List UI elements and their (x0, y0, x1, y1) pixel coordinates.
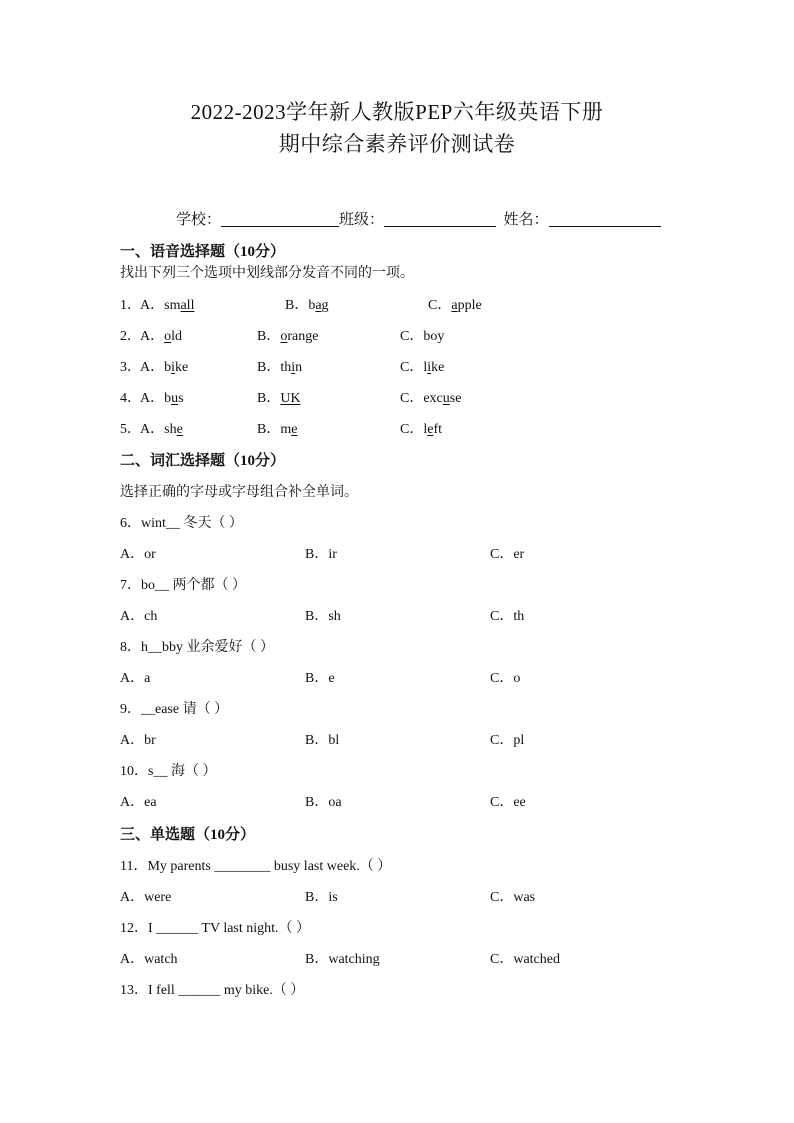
vocab-option[interactable]: B．bl (305, 733, 340, 748)
underlined-part: e (176, 422, 183, 437)
underlined-part: UK (280, 391, 301, 406)
mc-question: 11．My parents ________ busy last week.（ ） (120, 859, 392, 874)
student-info-row (176, 208, 661, 229)
vocab-option[interactable]: A．or (120, 547, 156, 562)
option-text: s (178, 391, 184, 406)
phonics-question-number: 3． (120, 360, 141, 375)
underlined-part: o (164, 329, 172, 344)
option-text: A． (140, 360, 165, 375)
option-text: A． (140, 329, 165, 344)
vocab-option[interactable]: A．br (120, 733, 156, 748)
section-instruction-vocab: 选择正确的字母或字母组合补全单词。 (120, 485, 358, 500)
vocab-option[interactable]: A．ch (120, 609, 158, 624)
phonics-option[interactable] (400, 418, 442, 438)
option-text: l (423, 360, 428, 375)
phonics-option[interactable] (428, 294, 482, 314)
option-text: boy (423, 329, 445, 344)
phonics-option[interactable] (257, 387, 301, 407)
option-text: l (423, 422, 428, 437)
name-label: 姓名： (503, 212, 549, 228)
phonics-option[interactable] (400, 325, 444, 345)
vocab-option[interactable]: B．e (305, 671, 335, 686)
section-heading-vocab: 二、词汇选择题（10分） (120, 453, 286, 469)
phonics-question-number: 1． (120, 298, 141, 313)
phonics-question-number: 2． (120, 329, 141, 344)
class-blank[interactable] (384, 226, 496, 227)
name-blank[interactable] (549, 226, 661, 227)
mc-option[interactable]: C．watched (490, 952, 560, 967)
option-text: A． (140, 298, 165, 313)
phonics-option[interactable] (257, 325, 318, 345)
option-text: sm (164, 298, 181, 313)
vocab-option[interactable]: B．ir (305, 547, 337, 562)
option-text: C． (428, 298, 452, 313)
option-text: B． (257, 422, 281, 437)
vocab-option[interactable]: B．sh (305, 609, 341, 624)
option-text: n (295, 360, 303, 375)
school-label: 学校： (176, 212, 222, 228)
phonics-option[interactable] (140, 325, 182, 345)
phonics-question-number: 5． (120, 422, 141, 437)
option-text: C． (400, 329, 424, 344)
phonics-option[interactable] (285, 294, 329, 314)
option-text: b (164, 360, 172, 375)
option-text: ke (431, 360, 445, 375)
phonics-option[interactable] (140, 356, 188, 376)
vocab-option[interactable]: C．ee (490, 795, 526, 810)
class-label: 班级： (339, 212, 385, 228)
phonics-option[interactable] (257, 418, 297, 438)
section-heading-mc: 三、单选题（10分） (120, 827, 256, 843)
mc-option[interactable]: A．watch (120, 952, 178, 967)
underlined-part: i (427, 360, 432, 375)
underlined-part: e (291, 422, 298, 437)
option-text: sh (164, 422, 177, 437)
option-text: B． (285, 298, 309, 313)
underlined-part: all (180, 298, 195, 313)
vocab-option[interactable]: C．pl (490, 733, 525, 748)
vocab-option[interactable]: A．ea (120, 795, 157, 810)
phonics-option[interactable] (400, 387, 461, 407)
page-title-line2: 期中综合素养评价测试卷 (278, 132, 516, 156)
option-text: B． (257, 360, 281, 375)
section-heading-phonics: 一、语音选择题（10分） (120, 244, 286, 260)
option-text: ld (171, 329, 183, 344)
option-text: A． (140, 391, 165, 406)
option-text: pple (457, 298, 482, 313)
underlined-part: i (171, 360, 176, 375)
vocab-option[interactable]: B．oa (305, 795, 342, 810)
mc-option[interactable]: C．was (490, 890, 536, 905)
option-text: B． (257, 329, 281, 344)
phonics-option[interactable] (140, 418, 183, 438)
vocab-question: 8．h__bby 业余爱好（ ） (120, 640, 274, 655)
vocab-option[interactable]: C．er (490, 547, 525, 562)
underlined-part: ag (315, 298, 329, 313)
vocab-option[interactable]: C．o (490, 671, 521, 686)
option-text: ft (433, 422, 443, 437)
phonics-option[interactable] (400, 356, 444, 376)
underlined-part: u (171, 391, 179, 406)
vocab-question: 10．s__ 海（ ） (120, 764, 217, 779)
vocab-option[interactable]: C．th (490, 609, 525, 624)
phonics-question-number: 4． (120, 391, 141, 406)
phonics-option[interactable] (257, 356, 302, 376)
option-text: b (164, 391, 172, 406)
vocab-question: 9．__ease 请（ ） (120, 702, 229, 717)
option-text: ke (175, 360, 189, 375)
school-blank[interactable] (221, 226, 339, 227)
option-text: range (287, 329, 319, 344)
option-text: se (449, 391, 462, 406)
option-text: B． (257, 391, 281, 406)
vocab-question: 6．wint__ 冬天（ ） (120, 516, 243, 531)
vocab-question: 7．bo__ 两个都（ ） (120, 578, 246, 593)
option-text: A． (140, 422, 165, 437)
underlined-part: o (280, 329, 288, 344)
option-text: C． (400, 422, 424, 437)
mc-option[interactable]: B．watching (305, 952, 380, 967)
option-text: exc (423, 391, 443, 406)
option-text: b (308, 298, 316, 313)
phonics-option[interactable] (140, 387, 184, 407)
phonics-option[interactable] (140, 294, 194, 314)
option-text: th (280, 360, 292, 375)
mc-option[interactable]: B．is (305, 890, 338, 905)
option-text: m (280, 422, 292, 437)
option-text: C． (400, 391, 424, 406)
underlined-part: e (427, 422, 434, 437)
underlined-part: u (442, 391, 450, 406)
underlined-part: a (451, 298, 458, 313)
mc-question: 12．I ______ TV last night.（ ） (120, 921, 311, 936)
mc-question: 13．I fell ______ my bike.（ ） (120, 983, 305, 998)
underlined-part: i (291, 360, 296, 375)
option-text: C． (400, 360, 424, 375)
vocab-option[interactable]: A．a (120, 671, 151, 686)
section-instruction-phonics: 找出下列三个选项中划线部分发音不同的一项。 (120, 266, 414, 281)
mc-option[interactable]: A．were (120, 890, 172, 905)
page-title-line1: 2022-2023学年新人教版PEP六年级英语下册 (190, 100, 604, 124)
